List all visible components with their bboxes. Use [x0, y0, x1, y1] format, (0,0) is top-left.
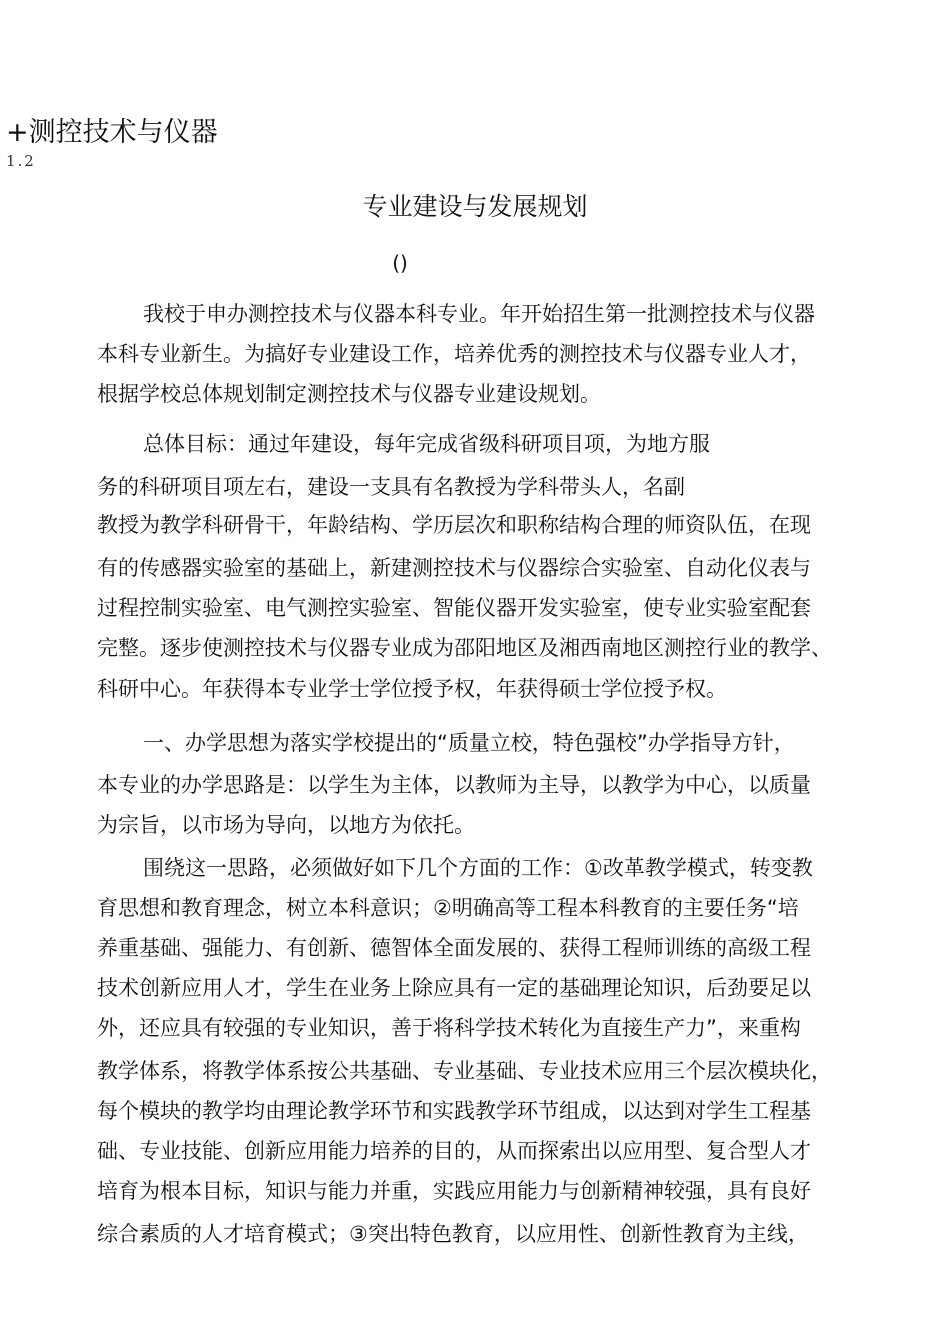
paragraph-line: 培育为根本目标，知识与能力并重，实践应用能力与创新精神较强，具有良好	[97, 1179, 811, 1203]
paragraph-line: 综合素质的人才培育模式；③突出特色教育，以应用性、创新性教育为主线，	[97, 1222, 809, 1246]
paragraph-line: 完整。逐步使测控技术与仪器专业成为邵阳地区及湘西南地区测控行业的教学、	[97, 636, 832, 660]
paragraph-line: 根据学校总体规划制定测控技术与仪器专业建设规划。	[97, 382, 601, 406]
paragraph-line: 为宗旨，以市场为导向，以地方为依托。	[97, 813, 475, 837]
paragraph-line: 每个模块的教学均由理论教学环节和实践教学环节组成，以达到对学生工程基	[97, 1099, 811, 1123]
paragraph-line: 养重基础、强能力、有创新、德智体全面发展的、获得工程师训练的高级工程	[97, 936, 811, 960]
document-title: 专业建设与发展规划	[362, 192, 588, 221]
paragraph-line: 教学体系，将教学体系按公共基础、专业基础、专业技术应用三个层次模块化，	[97, 1059, 832, 1083]
document-subtitle: ()	[392, 251, 408, 275]
paragraph-line: 过程控制实验室、电气测控实验室、智能仪器开发实验室，使专业实验室配套	[97, 596, 811, 620]
paragraph-line: 一、办学思想为落实学校提出的“质量立校，特色强校”办学指导方针，	[143, 731, 795, 755]
paragraph-line: 技术创新应用人才，学生在业务上除应具有一定的基础理论知识，后劲要足以	[97, 976, 811, 1000]
paragraph-line: 外，还应具有较强的专业知识，善于将科学技术转化为直接生产力”，来重构	[97, 1016, 801, 1040]
document-heading: +测控技术与仪器	[6, 117, 218, 148]
paragraph-line: 科研中心。年获得本专业学士学位授予权，年获得硕士学位授予权。	[97, 677, 727, 701]
paragraph-line: 务的科研项目项左右，建设一支具有名教授为学科带头人，名副	[97, 475, 685, 499]
paragraph-line: 我校于申办测控技术与仪器本科专业。年开始招生第一批测控技术与仪器	[143, 302, 815, 326]
paragraph-line: 育思想和教育理念，树立本科意识；②明确高等工程本科教育的主要任务“培	[97, 896, 799, 920]
paragraph-line: 围绕这一思路，必须做好如下几个方面的工作：①改革教学模式，转变教	[143, 856, 813, 880]
paragraph-line: 本专业的办学思路是：以学生为主体，以教师为主导，以教学为中心，以质量	[97, 773, 811, 797]
paragraph-line: 本科专业新生。为搞好专业建设工作，培养优秀的测控技术与仪器专业人才，	[97, 342, 811, 366]
section-number: 1.2	[6, 152, 36, 170]
paragraph-line: 有的传感器实验室的基础上，新建测控技术与仪器综合实验室、自动化仪表与	[97, 556, 811, 580]
paragraph-line: 总体目标：通过年建设，每年完成省级科研项目项，为地方服	[143, 432, 710, 456]
paragraph-line: 教授为教学科研骨干，年龄结构、学历层次和职称结构合理的师资队伍，在现	[97, 513, 811, 537]
paragraph-line: 础、专业技能、创新应用能力培养的目的，从而探索出以应用型、复合型人才	[97, 1139, 811, 1163]
